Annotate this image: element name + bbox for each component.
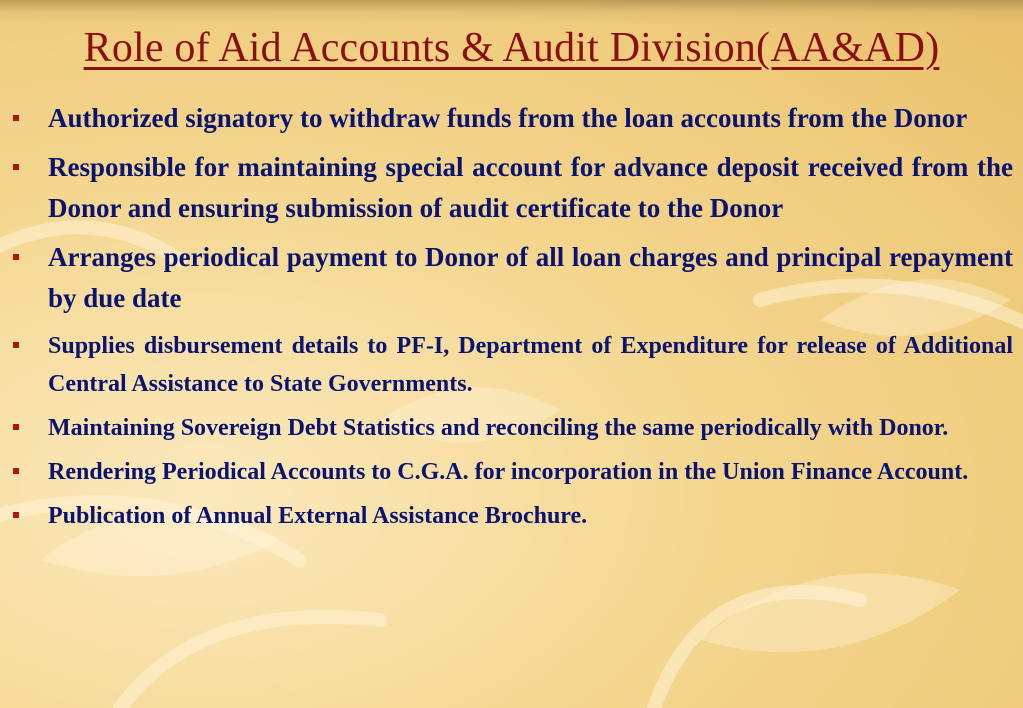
bullet-item	[10, 98, 1013, 139]
bullet-text: Arranges periodical payment to Donor of all loan charges and principal repayment by due date	[48, 242, 1013, 313]
bullet-marker-icon	[13, 254, 19, 260]
bullet-marker-icon	[13, 342, 19, 348]
bullet-item	[10, 327, 1013, 403]
bullet-item	[10, 453, 1013, 491]
bullet-marker-icon	[13, 164, 19, 170]
bullet-marker-icon	[13, 512, 19, 518]
bullet-text: Rendering Periodical Accounts to C.G.A. for incorporation in the Union Finance Account.	[48, 459, 969, 485]
bullet-list	[10, 98, 1013, 541]
bullet-marker-icon	[13, 424, 19, 430]
bullet-text: Supplies disbursement details to PF-I, Department of Expenditure for release of Additional Central Assistance to State Governments.	[48, 333, 1013, 397]
bullet-marker-icon	[13, 468, 19, 474]
slide-title: Role of Aid Accounts & Audit Division(AA&AD)	[83, 25, 940, 71]
bullet-text: Authorized signatory to withdraw funds from the loan accounts from the Donor	[48, 103, 968, 133]
bullet-item	[10, 147, 1013, 229]
bullet-item	[10, 237, 1013, 319]
bullet-text: Responsible for maintaining special account for advance deposit received from the Donor and ensuring submission of audit certificate to the Donor	[48, 152, 1013, 223]
bullet-marker-icon	[13, 115, 19, 121]
bullet-text: Publication of Annual External Assistance Brochure.	[48, 503, 588, 529]
bullet-text: Maintaining Sovereign Debt Statistics and reconciling the same periodically with Donor.	[48, 415, 949, 441]
bullet-item	[10, 409, 1013, 447]
bullet-item	[10, 497, 1013, 535]
